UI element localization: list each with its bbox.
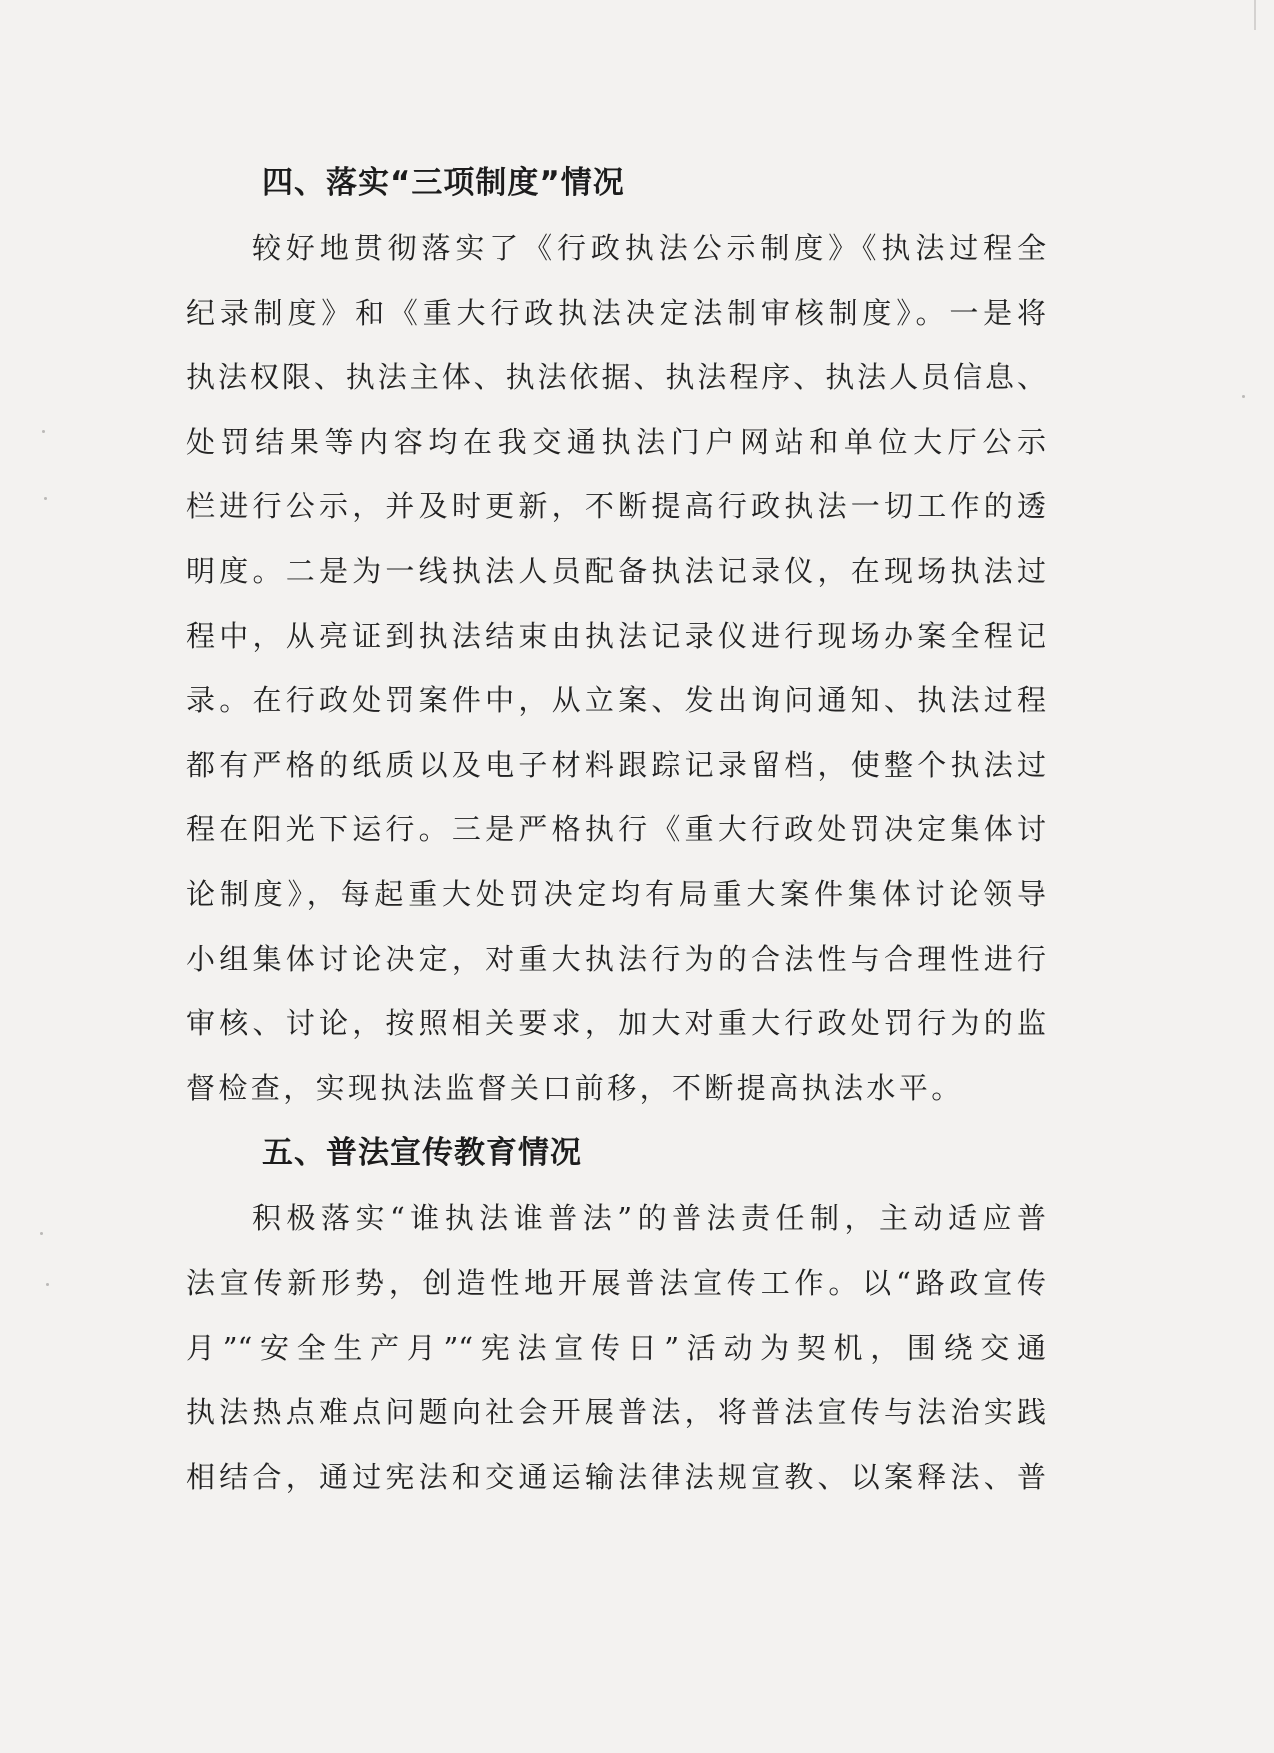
paragraph-line: 较好地贯彻落实了《行政执法公示制度》《执法过程全 <box>252 231 1046 265</box>
scan-edge-shadow <box>1244 0 1256 30</box>
section-five-paragraph <box>186 1186 1046 1509</box>
paragraph-line: 月”“安全生产月”“宪法宣传日”活动为契机，围绕交通 <box>186 1330 1046 1365</box>
paragraph-line: 审核、讨论，按照相关要求，加大对重大行政处罚行为的监 <box>186 1006 1046 1041</box>
paragraph-line: 程在阳光下运行。三是严格执行《重大行政处罚决定集体讨 <box>186 812 1046 847</box>
scan-speck <box>1242 395 1245 398</box>
scan-speck <box>40 1232 43 1235</box>
paragraph-line: 督检查，实现执法监督关口前移，不断提高执法水平。 <box>186 1070 964 1105</box>
paragraph-line: 执法权限、执法主体、执法依据、执法程序、执法人员信息、 <box>186 360 1046 395</box>
paragraph-line: 纪录制度》和《重大行政执法决定法制审核制度》。一是将 <box>186 295 1046 330</box>
paragraph-line: 程中，从亮证到执法结束由执法记录仪进行现场办案全程记 <box>186 618 1046 653</box>
scan-speck <box>42 430 45 433</box>
paragraph-line: 论制度》，每起重大处罚决定均有局重大案件集体讨论领导 <box>186 876 1046 911</box>
paragraph-line: 积极落实“谁执法谁普法”的普法责任制，主动适应普 <box>252 1201 1046 1236</box>
paragraph-line: 都有严格的纸质以及电子材料跟踪记录留档，使整个执法过 <box>186 747 1046 782</box>
document-body <box>186 150 1046 1509</box>
paragraph-line: 明度。二是为一线执法人员配备执法记录仪，在现场执法过 <box>186 553 1046 588</box>
paragraph-line: 法宣传新形势，创造性地开展普法宣传工作。以“路政宣传 <box>186 1265 1046 1300</box>
paragraph-line: 小组集体讨论决定，对重大执法行为的合法性与合理性进行 <box>186 941 1046 976</box>
section-heading-five: 五、普法宣传教育情况 <box>262 1135 582 1172</box>
scan-speck <box>44 497 47 500</box>
section-heading-four: 四、落实“三项制度”情况 <box>262 165 625 201</box>
scan-speck <box>46 1283 49 1286</box>
paragraph-line: 相结合，通过宪法和交通运输法律法规宣教、以案释法、普 <box>186 1459 1046 1494</box>
paragraph-line: 处罚结果等内容均在我交通执法门户网站和单位大厅公示 <box>186 424 1046 459</box>
paragraph-line: 栏进行公示，并及时更新，不断提高行政执法一切工作的透 <box>186 489 1046 524</box>
paragraph-line: 执法热点难点问题向社会开展普法，将普法宣传与法治实践 <box>186 1395 1046 1430</box>
paragraph-line: 录。在行政处罚案件中，从立案、发出询问通知、执法过程 <box>186 683 1046 718</box>
section-four-paragraph <box>186 216 1046 1120</box>
